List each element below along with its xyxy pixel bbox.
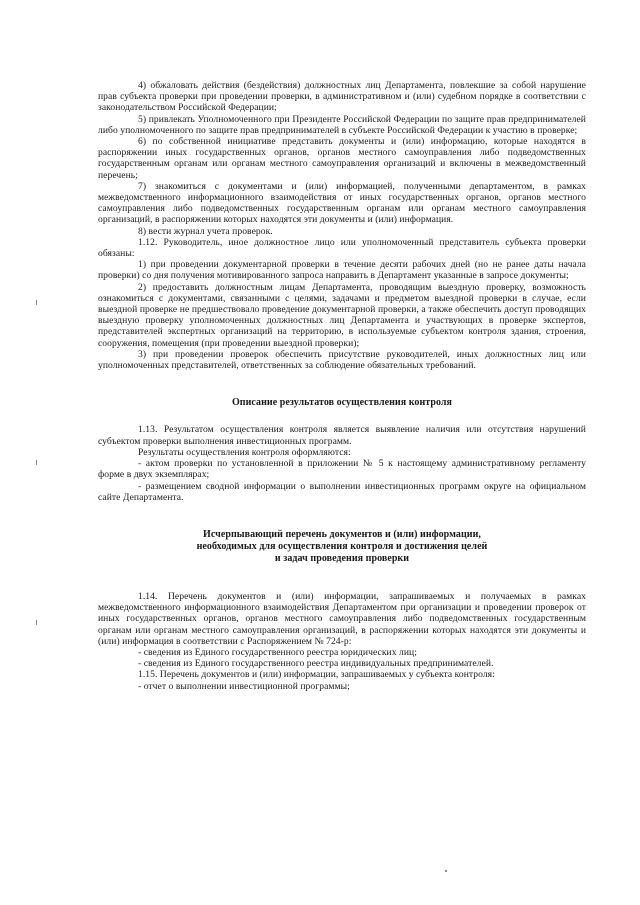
paragraph: 3) при проведении проверок обеспечить присутствие руководителей, иных должностных лиц или уполномоченных представителей, ответственных за соблюдение обязательных требований. <box>98 348 586 372</box>
paragraph: - актом проверки по установленной в приложении № 5 к настоящему административному регламенту форме в двух экземплярах; <box>98 458 586 481</box>
paragraph: 5) привлекать Уполномоченного при Президенте Российской Федерации по защите прав предпринимателей либо уполномоченного по защите прав предпринимателей в субъекте Российской Федерации к участию в проверке; <box>98 113 586 136</box>
paragraph: 1.12. Руководитель, иное должностное лицо или уполномоченный представитель субъекта проверки обязаны: <box>98 236 586 260</box>
paragraph: - размещением сводной информации о выполнении инвестиционных программ округе на официальном сайте Департамента. <box>98 480 586 503</box>
paragraph: - отчет о выполнении инвестиционной программы; <box>138 680 350 692</box>
scan-mark <box>445 870 447 872</box>
scan-mark <box>36 300 37 305</box>
paragraph: Результаты осуществления контроля оформляются: <box>138 446 351 458</box>
heading-line: необходимых для осуществления контроля и достижения целей <box>196 540 488 552</box>
paragraph: 6) по собственной инициативе представить документы и (или) информацию, которые находятся в распоряжении иных государственных органов, органов местного самоуправления либо подведомственных государственным органам или органам местного самоуправления организаций и включены в межведомственный перечень; <box>98 136 586 181</box>
paragraph: - сведения из Единого государственного реестра индивидуальных предпринимателей. <box>138 658 494 670</box>
paragraph: 1.14. Перечень документов и (или) информации, запрашиваемых и получаемых в рамках межведомственного информационного взаимодействия Департаментом при организации и проведении проверок от иных государственных органов, органов местного самоуправления либо подведомственных государственным органам или органам местного самоуправления организаций, в распоряжении которых находятся эти документы и (или) информация в соответствии с Распоряжением № 724-р: <box>98 590 586 647</box>
heading-line: и задач проведения проверки <box>274 552 410 564</box>
section-heading-results: Описание результатов осуществления контроля <box>231 397 453 409</box>
paragraph: 2) предоставить должностным лицам Департамента, проводящим выездную проверку, возможность ознакомиться с документами, связанными с целями, задачами и предметом выездной проверки в случае, если выездной проверке не предшествовало проведение документарной проверки, а также обеспечить доступ проводящих выездную проверку уполномоченных должностных лиц Департамента и участвующих в проверке экспертов, представителей экспертных организаций на территорию, в используемые субъектом контроля здания, строения, сооружения, помещения (при проведении выездной проверки); <box>98 281 586 349</box>
paragraph: 1.13. Результатом осуществления контроля является выявление наличия или отсутствия нарушений субъектом проверки выполнения инвестиционных программ. <box>98 424 586 447</box>
paragraph: 1) при проведении документарной проверки в течение десяти рабочих дней (но не ранее даты начала проверки) со дня получения мотивированного запроса направить в Департамент указанные в запросе документы; <box>98 259 586 282</box>
paragraph: 8) вести журнал учета проверок. <box>138 225 273 237</box>
paragraph: 7) знакомиться с документами и (или) информацией, полученными департаментом, в рамках межведомственного информационного взаимодействия от иных государственных органов, органов местного самоуправления либо подведомственных государственным органам или органам местного самоуправления организаций, в распоряжении которых находятся эти документы и (или) информация. <box>98 180 586 226</box>
paragraph: 1.15. Перечень документов и (или) информации, запрашиваемых у субъекта контроля: <box>138 669 495 681</box>
results-section <box>98 424 586 502</box>
scan-mark <box>36 460 37 465</box>
documents-section <box>98 591 586 692</box>
paragraph: - сведения из Единого государственного реестра юридических лиц; <box>138 646 417 658</box>
heading-line: Исчерпывающий перечень документов и (или) информации, <box>203 528 481 540</box>
paragraph: 4) обжаловать действия (бездействия) должностных лиц Департамента, повлекшие за собой нарушение прав субъекта проверки при проведении проверки, в административном и (или) судебном порядке в соответствии с законодательством Российской Федерации; <box>98 80 586 114</box>
rights-section <box>98 80 586 371</box>
section-heading-documents <box>98 529 586 565</box>
scan-mark <box>36 620 37 625</box>
